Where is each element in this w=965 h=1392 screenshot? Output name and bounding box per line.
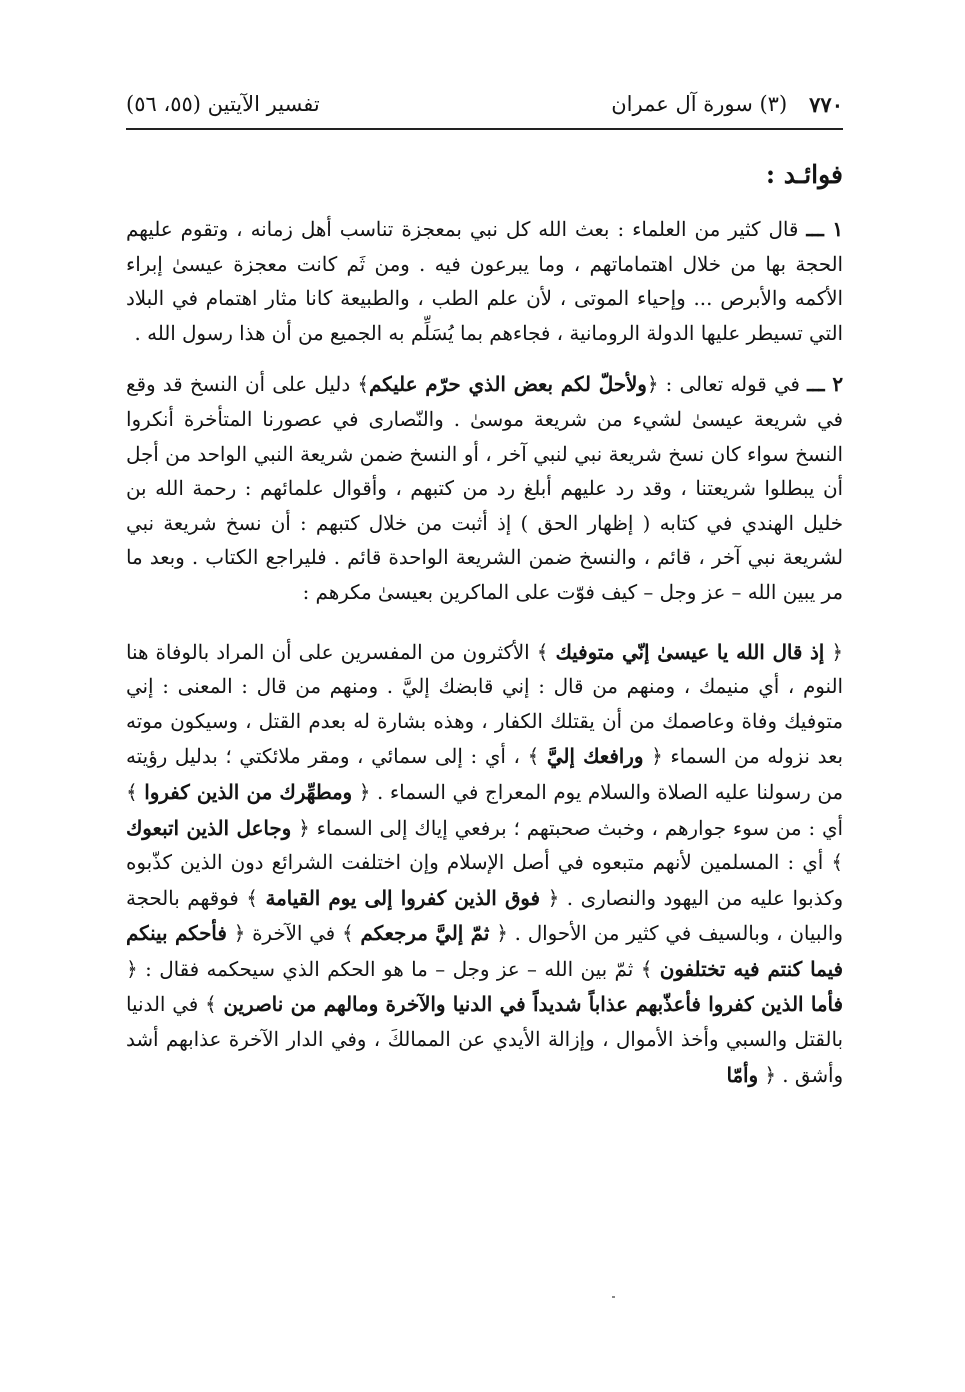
commentary: ثمّ بين الله – عز وجل – ما هو الحكم الذي سيحكمه فقال : (145, 957, 634, 981)
commentary: أي : من سوء جوارهم ، وخبث صحبتهم ؛ برفعي إياك إلى السماء (316, 816, 844, 840)
quran-bracket-open: ﴿ (646, 373, 659, 397)
quran-bracket-open: ﴿ (358, 780, 371, 804)
section-title: فوائـد : (765, 160, 843, 189)
header-right (611, 92, 843, 117)
scan-speck (612, 1296, 615, 1298)
quran-quote: فوق الذين كفروا إلى يوم القيامة (265, 885, 540, 910)
quran-bracket-open: ﴿ (126, 957, 138, 981)
point-1 (126, 212, 843, 351)
commentary: في الدنيا بالقتل والسبي وأخذ الأموال ، وإزالة الأيدي عن الممالكَ ، وفي الدار الآخرة عذابهم أشد وأشق . (126, 993, 843, 1087)
quran-bracket-close: ﴾ (357, 373, 369, 397)
page-header (126, 84, 843, 130)
quran-bracket-open: ﴿ (651, 745, 663, 769)
tafsir-paragraph (126, 635, 843, 1094)
quran-quote: ومطهِّرك من الذين كفروا (144, 779, 353, 804)
page-number: ٧٧٠ (809, 92, 843, 117)
surah-name: (٣) سورة آل عمران (611, 92, 788, 116)
quran-bracket-close: ﴾ (831, 851, 843, 875)
body-text (126, 212, 843, 1093)
quran-quote: وأمّا (726, 1062, 759, 1087)
quran-bracket-close: ﴾ (204, 993, 217, 1017)
commentary: في الآخرة (252, 922, 336, 946)
quran-quote: فأحكم بينكم فيما كنتم فيه تختلفون (126, 921, 843, 981)
commentary: الأكثرون من المفسرين على أن المراد بالوفاة هنا النوم ، أي منيمك ، ومنهم من قال : إني قابضك إليَّ . ومنهم من قال : المعنى : إني متوفيك وفاة وعاصمك من أن يقتلك الكفار ، وهذه بشارة له بعدم القتل ، وسيكون موته بعد نزوله من السماء (126, 640, 844, 769)
commentary: ، أي : إلى سمائي ، ومقر ملائكتي ؛ بدليل رؤيته من رسولنا عليه الصلاة والسلام يوم المعراج في السماء . (126, 745, 843, 804)
quran-bracket-close: ﴾ (536, 640, 549, 664)
quran-bracket-close: ﴾ (640, 957, 653, 981)
quran-bracket-close: ﴾ (126, 780, 138, 804)
quran-bracket-open: ﴿ (831, 640, 844, 664)
quran-bracket-open: ﴿ (298, 816, 310, 840)
quran-bracket-open: ﴿ (764, 1063, 776, 1087)
quran-bracket-close: ﴾ (341, 922, 354, 946)
quran-quote: ثمّ إليَّ مرجعكم (360, 921, 490, 946)
quran-bracket-open: ﴿ (233, 922, 246, 946)
quran-quote: ورافعك إليَّ (546, 744, 644, 769)
point-number: ٢ ـــ (807, 372, 843, 397)
point-number: ١ ـــ (806, 217, 844, 241)
section-reference: تفسير الآيتين (٥٥، ٥٦) (126, 92, 320, 116)
point-text: دليل على أن النسخ قد وقع في شريعة عيسىٰ لشيء من شريعة موسىٰ . والنّصارى في عصورنا المتأخرة أنكروا النسخ سواء كان نسخ شريعة نبي لنبي آخر ، أو النسخ ضمن شريعة النبي الواحد من أجل أن يبطلوا شريعتنا ، وقد رد عليهم أبلغ رد من كتبهم ، وأقوال علمائهم : رحمة الله بن خليل الهندي في كتابه ( إظهار الحق ) إذ أثبت من خلال كتبهم : أن نسخ شريعة نبي لشريعة نبي آخر ، قائم ، والنسخ ضمن الشريعة الواحدة قائم . فليراجع الكتاب . وبعد ما مر يبين الله – عز وجل – كيف فوّت على الماكرين بعيسىٰ مكرهم : (126, 373, 843, 604)
quran-quote: إذ قال الله يا عيسىٰ إنّي متوفيك (555, 639, 825, 664)
point-2 (126, 367, 843, 610)
point-text: في قوله تعالى : (665, 373, 800, 397)
quran-bracket-close: ﴾ (527, 745, 540, 769)
quran-quote: ولأحلّ لكم بعض الذي حرّم عليكم (368, 372, 647, 397)
quran-bracket-open: ﴿ (496, 922, 508, 946)
commentary: فوقهم بالحجة والبيان ، وبالسيف في كثير من الأحوال . (126, 886, 843, 946)
quran-bracket-open: ﴿ (547, 886, 560, 910)
quran-bracket-close: ﴾ (246, 886, 258, 910)
point-text: قال كثير من العلماء : بعث الله كل نبي بمعجزة تناسب أهل زمانه ، وتقوم عليهم الحجة بها من خلال اهتماماتهم ، وما يبرعون فيه . ومن ثَم كانت معجزة عيسىٰ إبراء الأكمه والأبرص ... وإحياء الموتى ، لأن علم الطب ، والطبيعة كانا مثار اهتمام في البلاد التي تسيطر عليها الدولة الرومانية ، فجاءهم بما يُسَلِّم به الجميع من أن هذا رسول الله . (126, 218, 843, 345)
quran-quote: فأما الذين كفروا فأعذّبهم عذاباً شديداً في الدنيا والآخرة ومالهم من ناصرين (223, 992, 843, 1017)
quran-quote: وجاعل الذين اتبعوك (126, 815, 292, 840)
commentary: أي : المسلمين لأنهم متبعوه في أصل الإسلام وإن اختلفت الشرائع دون الذين كذّبوه وكذبوا عليه من اليهود والنصارى . (126, 851, 844, 910)
